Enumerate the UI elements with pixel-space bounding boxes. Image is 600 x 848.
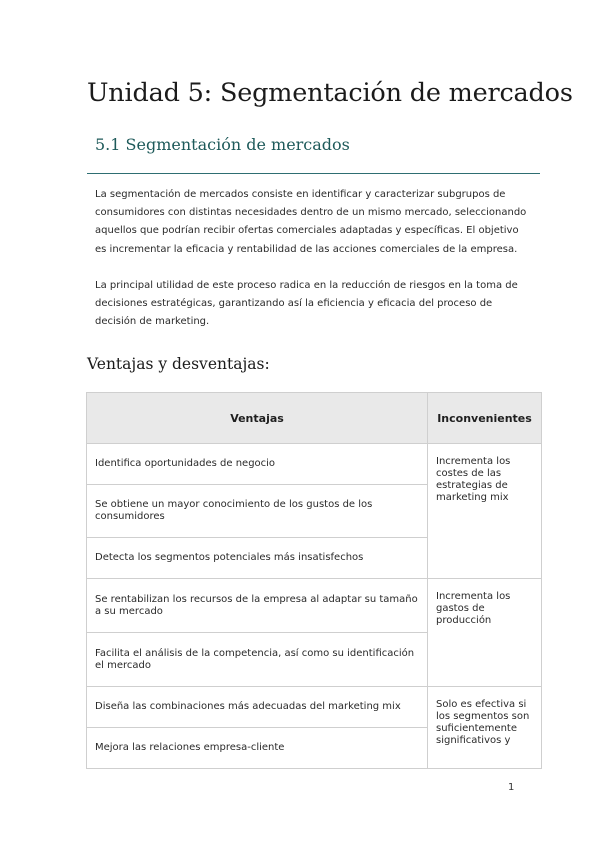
section-subtitle: 5.1 Segmentación de mercados: [95, 135, 350, 154]
table-header-row: [87, 393, 542, 444]
table-row: [87, 579, 542, 633]
table-row: [87, 687, 542, 728]
table-row: [87, 444, 542, 485]
pros-cons-table: [86, 392, 542, 769]
ventaja-cell: Facilita el análisis de la competencia, así como su identificación el mercado: [87, 633, 428, 687]
section-heading: Ventajas y desventajas:: [87, 355, 270, 373]
ventaja-cell: Se rentabilizan los recursos de la empresa al adaptar su tamaño a su mercado: [87, 579, 428, 633]
inconveniente-cell: Solo es efectiva si los segmentos son suficientemente significativos y: [428, 687, 542, 769]
ventaja-cell: Identifica oportunidades de negocio: [87, 444, 428, 485]
paragraph-definition: La segmentación de mercados consiste en identificar y caracterizar subgrupos de consumidores con distintas necesidades dentro de un mismo mercado, seleccionando aquellos que podrían recibir ofertas comerciales adaptadas y específicas. El objetivo es incrementar la eficacia y rentabilidad de las acciones comerciales de la empresa.: [95, 189, 527, 255]
ventaja-cell: Diseña las combinaciones más adecuadas del marketing mix: [87, 687, 428, 728]
inconveniente-cell: Incrementa los costes de las estrategias de marketing mix: [428, 444, 542, 579]
paragraph-utility: La principal utilidad de este proceso radica en la reducción de riesgos en la toma de decisiones estratégicas, garantizando así la eficiencia y eficacia del proceso de decisión de marketing.: [95, 280, 518, 328]
ventaja-cell: Detecta los segmentos potenciales más insatisfechos: [87, 538, 428, 579]
title-divider: [87, 173, 540, 174]
inconveniente-cell: Incrementa los gastos de producción: [428, 579, 542, 687]
header-inconvenientes: Inconvenientes: [428, 393, 542, 444]
page-title: Unidad 5: Segmentación de mercados: [87, 78, 573, 108]
header-ventajas: Ventajas: [87, 393, 428, 444]
ventaja-cell: Mejora las relaciones empresa-cliente: [87, 728, 428, 769]
page-number: 1: [508, 782, 515, 793]
ventaja-cell: Se obtiene un mayor conocimiento de los gustos de los consumidores: [87, 485, 428, 538]
